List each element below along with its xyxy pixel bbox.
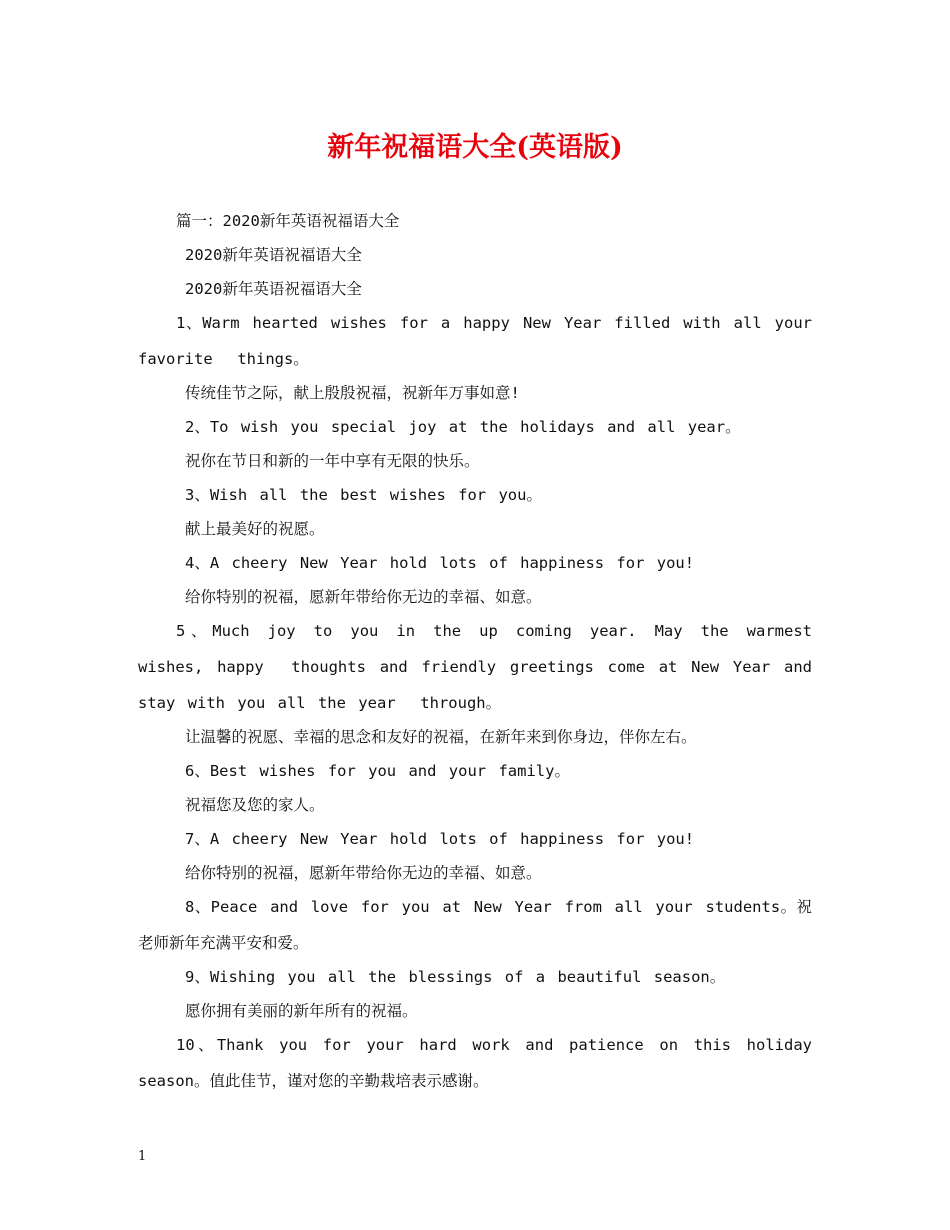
- paragraph-english: 2、To wish you special joy at the holidays and all year。: [185, 418, 741, 436]
- section-heading: 篇一：2020新年英语祝福语大全: [176, 212, 400, 230]
- paragraph-chinese: 献上最美好的祝愿。: [185, 520, 325, 538]
- paragraph-english: 9、Wishing you all the blessings of a beautiful season。: [185, 968, 726, 986]
- paragraph-english: 4、A cheery New Year hold lots of happiness for you!: [185, 554, 695, 572]
- paragraph-chinese: 传统佳节之际，献上殷殷祝福，祝新年万事如意!: [185, 384, 520, 402]
- paragraph-chinese: 愿你拥有美丽的新年所有的祝福。: [185, 1002, 418, 1020]
- document-body: [138, 203, 825, 1097]
- paragraph-chinese: 让温馨的祝愿、幸福的思念和友好的祝福，在新年来到你身边，伴你左右。: [185, 728, 697, 746]
- paragraph-chinese: 给你特别的祝福，愿新年带给你无边的幸福、如意。: [185, 864, 542, 882]
- page-title: 新年祝福语大全(英语版): [327, 132, 623, 163]
- subheading: 2020新年英语祝福语大全: [185, 246, 362, 264]
- paragraph-english: 3、Wish all the best wishes for you。: [185, 486, 542, 504]
- paragraph-chinese: 祝你在节日和新的一年中享有无限的快乐。: [185, 452, 480, 470]
- paragraph-english: 7、A cheery New Year hold lots of happiness for you!: [185, 830, 695, 848]
- subheading: 2020新年英语祝福语大全: [185, 280, 362, 298]
- paragraph-english: 5、Much joy to you in the up coming year. May the warmest wishes, happy thoughts and friendly greetings come at New Year and stay with you all the year through。: [138, 622, 825, 712]
- page-number: 1: [138, 1149, 147, 1164]
- paragraph-mixed: 10、Thank you for your hard work and patience on this holiday season。值此佳节，谨对您的辛勤栽培表示感谢。: [138, 1036, 825, 1090]
- paragraph-mixed: 8、Peace and love for you at New Year from all your students。祝老师新年充满平安和爱。: [138, 898, 812, 952]
- paragraph-chinese: 祝福您及您的家人。: [185, 796, 325, 814]
- paragraph-english: 6、Best wishes for you and your family。: [185, 762, 570, 780]
- paragraph-english: 1、Warm hearted wishes for a happy New Year filled with all your favorite things。: [138, 314, 825, 368]
- paragraph-chinese: 给你特别的祝福，愿新年带给你无边的幸福、如意。: [185, 588, 542, 606]
